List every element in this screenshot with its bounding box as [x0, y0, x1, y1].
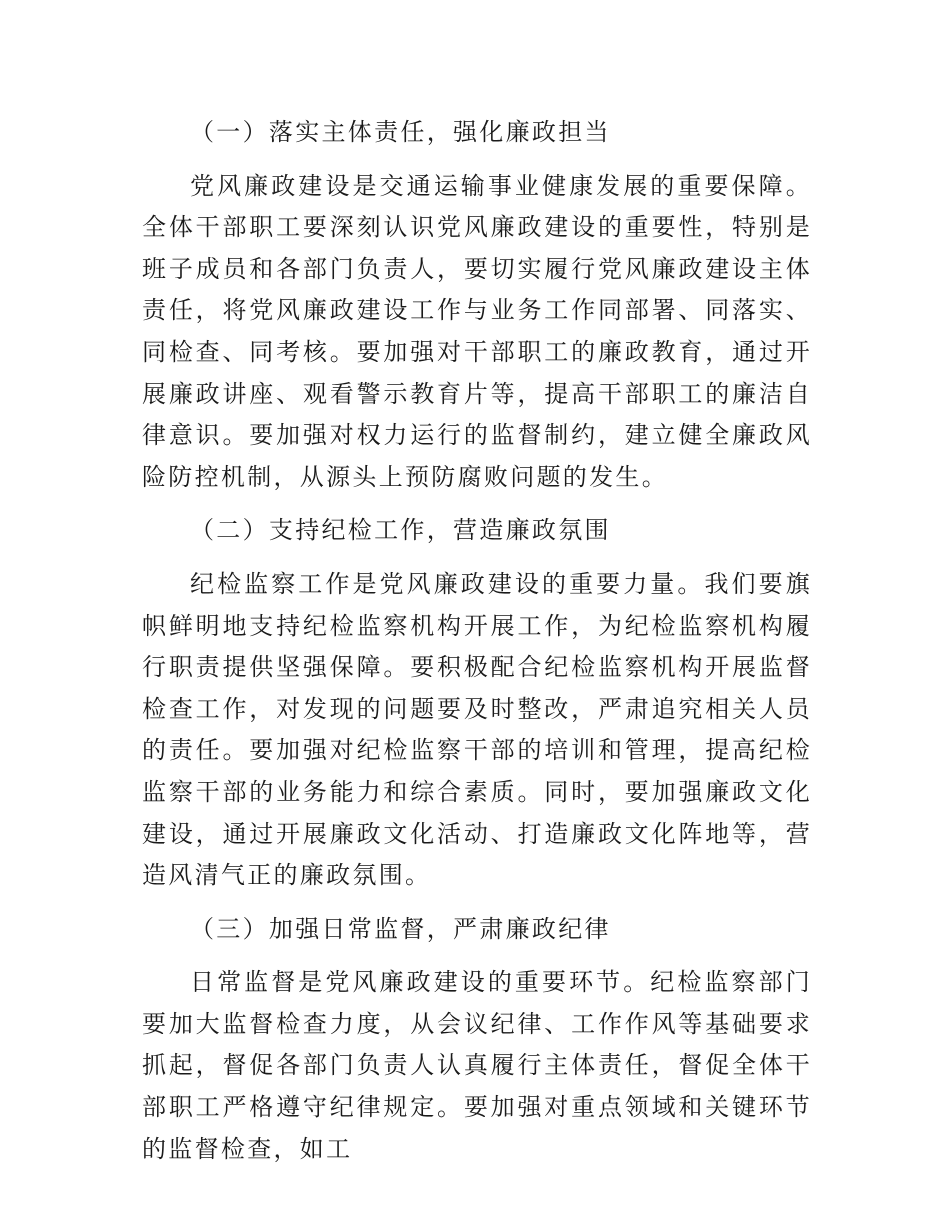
section-heading-2: （二）支持纪检工作，营造廉政氛围 — [190, 516, 611, 545]
document-page — [142, 112, 812, 1182]
section-paragraph-2: 纪检监察工作是党风廉政建设的重要力量。我们要旗帜鲜明地支持纪检监察机构开展工作，为纪检监察机构履行职责提供坚强保障。要积极配合纪检监察机构开展监督检查工作，对发现的问题要及时整改，严肃追究相关人员的责任。要加强对纪检监察干部的培训和管理，提高纪检监察干部的业务能力和综合素质。同时，要加强廉政文化建设，通过开展廉政文化活动、打造廉政文化阵地等，营造风清气正的廉政氛围。 — [142, 569, 812, 890]
section-heading-1: （一）落实主体责任，强化廉政担当 — [190, 118, 611, 146]
section-paragraph-3: 日常监督是党风廉政建设的重要环节。纪检监察部门要加大监督检查力度，从会议纪律、工作作风等基础要求抓起，督促各部门负责人认真履行主体责任，督促全体干部职工严格遵守纪律规定。要加强对重点领域和关键环节的监督检查，如工 — [142, 968, 812, 1163]
section-heading-3: （三）加强日常监督，严肃廉政纪律 — [190, 914, 611, 943]
section-paragraph-1: 党风廉政建设是交通运输事业健康发展的重要保障。全体干部职工要深刻认识党风廉政建设的重要性，特别是班子成员和各部门负责人，要切实履行党风廉政建设主体责任，将党风廉政建设工作与业务工作同部署、同落实、同检查、同考核。要加强对干部职工的廉政教育，通过开展廉政讲座、观看警示教育片等，提高干部职工的廉洁自律意识。要加强对权力运行的监督制约，建立健全廉政风险防控机制，从源头上预防腐败问题的发生。 — [142, 171, 812, 491]
